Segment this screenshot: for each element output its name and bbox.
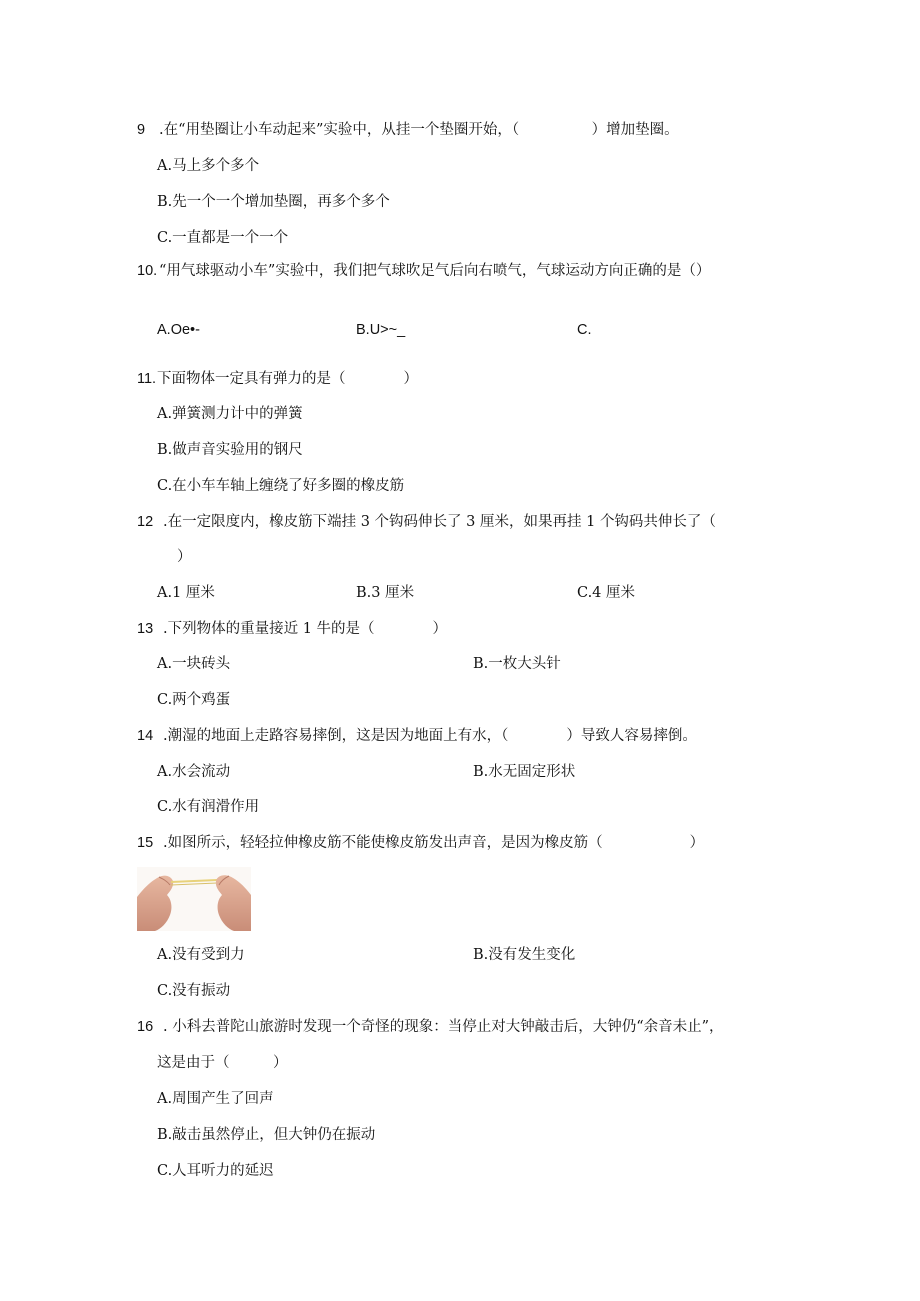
option-a: A.周围产生了回声 [157, 1091, 274, 1107]
option-c: C.在小车车轴上缠绕了好多圈的橡皮筋 [157, 478, 405, 494]
question-text: .潮湿的地面上走路容易摔倒，这是因为地面上有水，（ ）导致人容易摔倒。 [163, 728, 697, 744]
option-a: A.马上多个多个 [157, 158, 260, 174]
question-number: 15 [137, 835, 154, 851]
question-continuation: 这是由于（ ） [157, 1055, 288, 1071]
question-number: 12 [137, 514, 154, 530]
question-text: .下列物体的重量接近 1 牛的是（ ） [163, 621, 448, 637]
option-b: B.3 厘米 [356, 585, 415, 601]
rubber-band-hands-image [137, 867, 251, 931]
question-text: .在“用垫圈让小车动起来”实验中，从挂一个垫圈开始，（ ）增加垫圈。 [159, 122, 679, 138]
option-c: C.4 厘米 [577, 585, 636, 601]
option-a: A.Oe•- [157, 322, 200, 338]
option-a: A.没有受到力 [157, 947, 245, 963]
question-text: .在一定限度内，橡皮筋下端挂 3 个钩码伸长了 3 厘米，如果再挂 1 个钩码共伸长了（ [163, 514, 716, 530]
option-b: B.敲击虽然停止，但大钟仍在振动 [157, 1127, 376, 1143]
option-a: A.弹簧测力计中的弹簧 [157, 406, 303, 422]
question-number: 9 [137, 122, 146, 138]
option-a: A.一块砖头 [157, 656, 231, 672]
option-c: C. [577, 322, 592, 338]
option-c: C.没有振动 [157, 983, 231, 999]
option-b: B.做声音实验用的钢尺 [157, 442, 303, 458]
question-text: “用气球驱动小车”实验中，我们把气球吹足气后向右喷气，气球运动方向正确的是（） [159, 263, 711, 279]
option-c: C.两个鸡蛋 [157, 692, 231, 708]
option-a: A.水会流动 [157, 764, 231, 780]
question-continuation: ） [177, 549, 192, 565]
option-c: C.人耳听力的延迟 [157, 1163, 274, 1179]
question-text: 下面物体一定具有弹力的是（ ） [157, 371, 418, 387]
rubber-band-hands-illustration [137, 867, 251, 931]
option-b: B.一枚大头针 [473, 656, 561, 672]
option-c: C.水有润滑作用 [157, 799, 260, 815]
question-number: 11. [137, 371, 157, 387]
option-b: B.水无固定形状 [473, 764, 576, 780]
option-b: B.先一个一个增加垫圈，再多个多个 [157, 194, 390, 210]
question-text: .如图所示，轻轻拉伸橡皮筋不能使橡皮筋发出声音，是因为橡皮筋（ ） [163, 835, 705, 851]
question-number: 13 [137, 621, 154, 637]
option-b: B.U>~_ [356, 322, 406, 338]
question-number: 10. [137, 263, 158, 279]
option-b: B.没有发生变化 [473, 947, 576, 963]
question-number: 16 [137, 1019, 154, 1035]
question-text: . 小科去普陀山旅游时发现一个奇怪的现象：当停止对大钟敲击后，大钟仍“余音未止”， [163, 1019, 724, 1035]
option-c: C.一直都是一个一个 [157, 230, 289, 246]
option-a: A.1 厘米 [157, 585, 215, 601]
question-number: 14 [137, 728, 154, 744]
